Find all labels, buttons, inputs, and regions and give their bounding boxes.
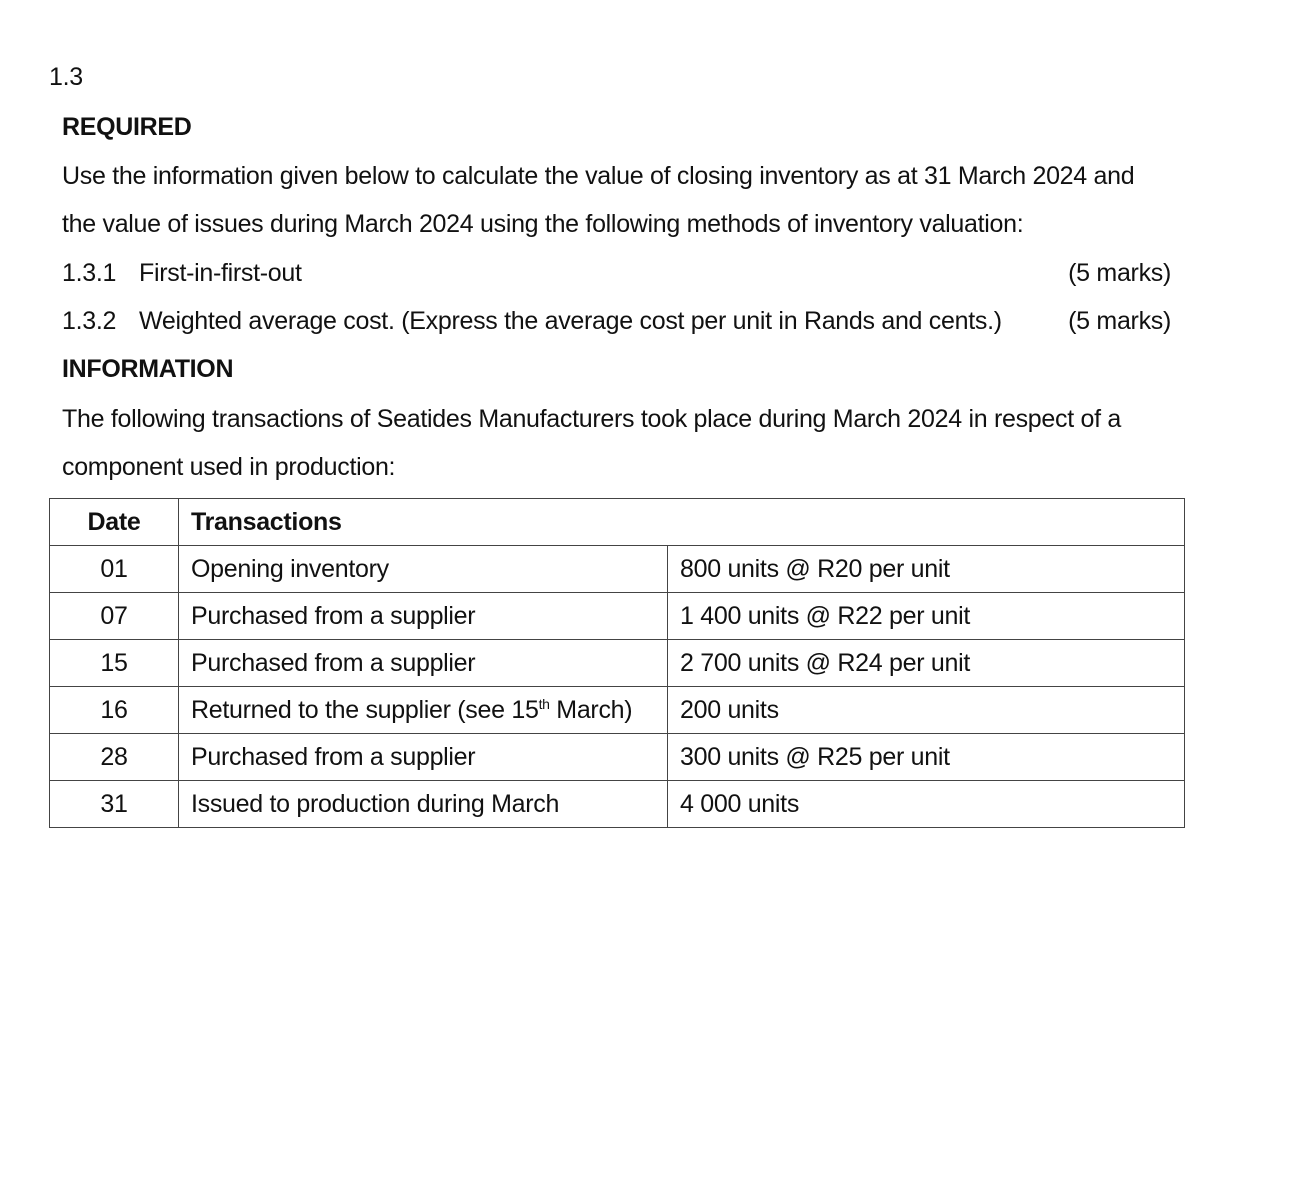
row-description-suffix: March)	[549, 695, 633, 724]
table-row	[50, 640, 1185, 687]
row-date: 28	[50, 734, 179, 781]
information-heading: INFORMATION	[62, 355, 234, 383]
row-detail: 200 units	[668, 687, 1185, 734]
row-detail: 2 700 units @ R24 per unit	[668, 640, 1185, 687]
row-date: 31	[50, 781, 179, 828]
table-row	[50, 593, 1185, 640]
table-row	[50, 687, 1185, 734]
row-detail: 800 units @ R20 per unit	[668, 546, 1185, 593]
row-description-superscript: th	[538, 695, 550, 712]
information-intro: The following transactions of Seatides Manufacturers took place during March 2024 in respect of a component used in production:	[62, 405, 1121, 481]
row-description: Purchased from a supplier	[179, 640, 668, 687]
date-column-header: Date	[50, 499, 179, 546]
row-description	[179, 687, 668, 734]
requirement-number: 1.3.2	[62, 307, 117, 335]
requirement-text: Weighted average cost. (Express the average cost per unit in Rands and cents.)	[139, 307, 1002, 335]
row-date: 15	[50, 640, 179, 687]
row-description: Purchased from a supplier	[179, 593, 668, 640]
row-detail: 300 units @ R25 per unit	[668, 734, 1185, 781]
required-instruction: Use the information given below to calculate the value of closing inventory as at 31 March 2024 and the value of issues during March 2024 using the following methods of inventory valuation:	[62, 162, 1135, 238]
requirement-item	[62, 258, 302, 288]
row-description: Opening inventory	[179, 546, 668, 593]
row-description: Issued to production during March	[179, 781, 668, 828]
requirement-number: 1.3.1	[62, 259, 117, 287]
requirement-text: First-in-first-out	[139, 259, 302, 287]
row-description: Purchased from a supplier	[179, 734, 668, 781]
row-date: 16	[50, 687, 179, 734]
table-header-row	[50, 499, 1185, 546]
table-row	[50, 781, 1185, 828]
section-number: 1.3	[49, 63, 83, 91]
requirement-marks: (5 marks)	[1068, 259, 1171, 287]
requirement-marks: (5 marks)	[1068, 307, 1171, 335]
required-heading: REQUIRED	[62, 113, 192, 141]
table-row	[50, 546, 1185, 593]
row-date: 07	[50, 593, 179, 640]
row-detail: 4 000 units	[668, 781, 1185, 828]
transactions-column-header: Transactions	[179, 499, 1185, 546]
requirement-item	[62, 306, 1002, 336]
transactions-table	[49, 498, 1185, 828]
row-date: 01	[50, 546, 179, 593]
row-detail: 1 400 units @ R22 per unit	[668, 593, 1185, 640]
table-row	[50, 734, 1185, 781]
row-description-prefix: Returned to the supplier (see 15	[191, 695, 539, 724]
